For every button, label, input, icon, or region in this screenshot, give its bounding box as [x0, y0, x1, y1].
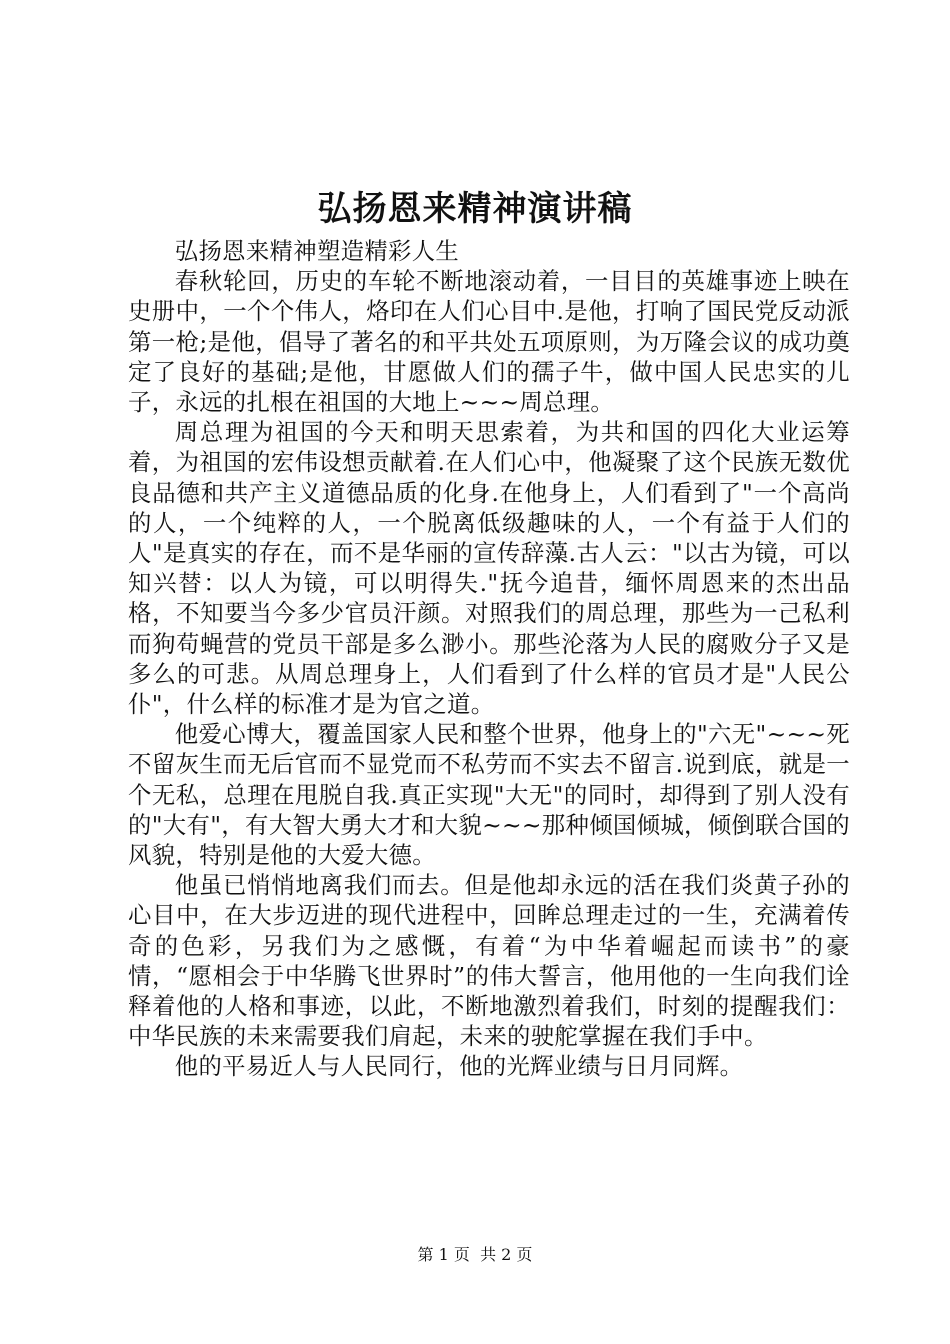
document-subtitle: 弘扬恩来精神塑造精彩人生 — [174, 237, 460, 265]
paragraph-1: 春秋轮回，历史的车轮不断地滚动着，一目目的英雄事迹上映在史册中，一个个伟人，烙印在人们心目中.是他，打响了国民党反动派第一枪;是他，倡导了著名的和平共处五项原则，为万隆会议的成功奠定了良好的基础;是他，甘愿做人们的孺子牛，做中国人民忠实的儿子，永远的扎根在祖国的大地上~~~周总理。 — [128, 267, 850, 417]
paragraph-4: 他虽已悄悄地离我们而去。但是他却永远的活在我们炎黄子孙的心目中，在大步迈进的现代进程中，回眸总理走过的一生，充满着传奇的色彩，另我们为之感慨，有着“为中华着崛起而读书”的豪情，“愿相会于中华腾飞世界时”的伟大誓言，他用他的一生向我们诠释着他的人格和事迹，以此，不断地激烈着我们，时刻的提醒我们：中华民族的未来需要我们肩起，未来的驶舵掌握在我们手中。 — [128, 871, 850, 1051]
page-number: 第 1 页 共 2 页 — [417, 1245, 533, 1264]
paragraph-3: 他爱心博大，覆盖国家人民和整个世界，他身上的"六无"~~~死不留灰生而无后官而不显党而不私劳而不实去不留言.说到底，就是一个无私，总理在甩脱自我.真正实现"大无"的同时，却得到了别人没有的"大有"，有大智大勇大才和大貌~~~那种倾国倾城，倾倒联合国的风貌，特别是他的大爱大德。 — [128, 720, 850, 870]
paragraph-5: 他的平易近人与人民同行，他的光辉业绩与日月同辉。 — [174, 1052, 744, 1081]
page-footer — [0, 1245, 950, 1265]
paragraph-2: 周总理为祖国的今天和明天思索着，为共和国的四化大业运筹着，为祖国的宏伟设想贡献着.在人们心中，他凝聚了这个民族无数优良品德和共产主义道德品质的化身.在他身上，人们看到了"一个高尚的人，一个纯粹的人，一个脱离低级趣味的人，一个有益于人们的人"是真实的存在，而不是华丽的宣传辞藻.古人云："以古为镜，可以知兴替：以人为镜，可以明得失."抚今追昔，缅怀周恩来的杰出品格，不知要当今多少官员汗颜。对照我们的周总理，那些为一己私利而狗苟蝇营的党员干部是多么渺小。那些沦落为人民的腐败分子又是多么的可悲。从周总理身上，人们看到了什么样的官员才是"人民公仆"，什么样的标准才是为官之道。 — [128, 418, 850, 719]
document-body — [128, 236, 850, 1082]
page-title: 弘扬恩来精神演讲稿 — [317, 189, 633, 229]
